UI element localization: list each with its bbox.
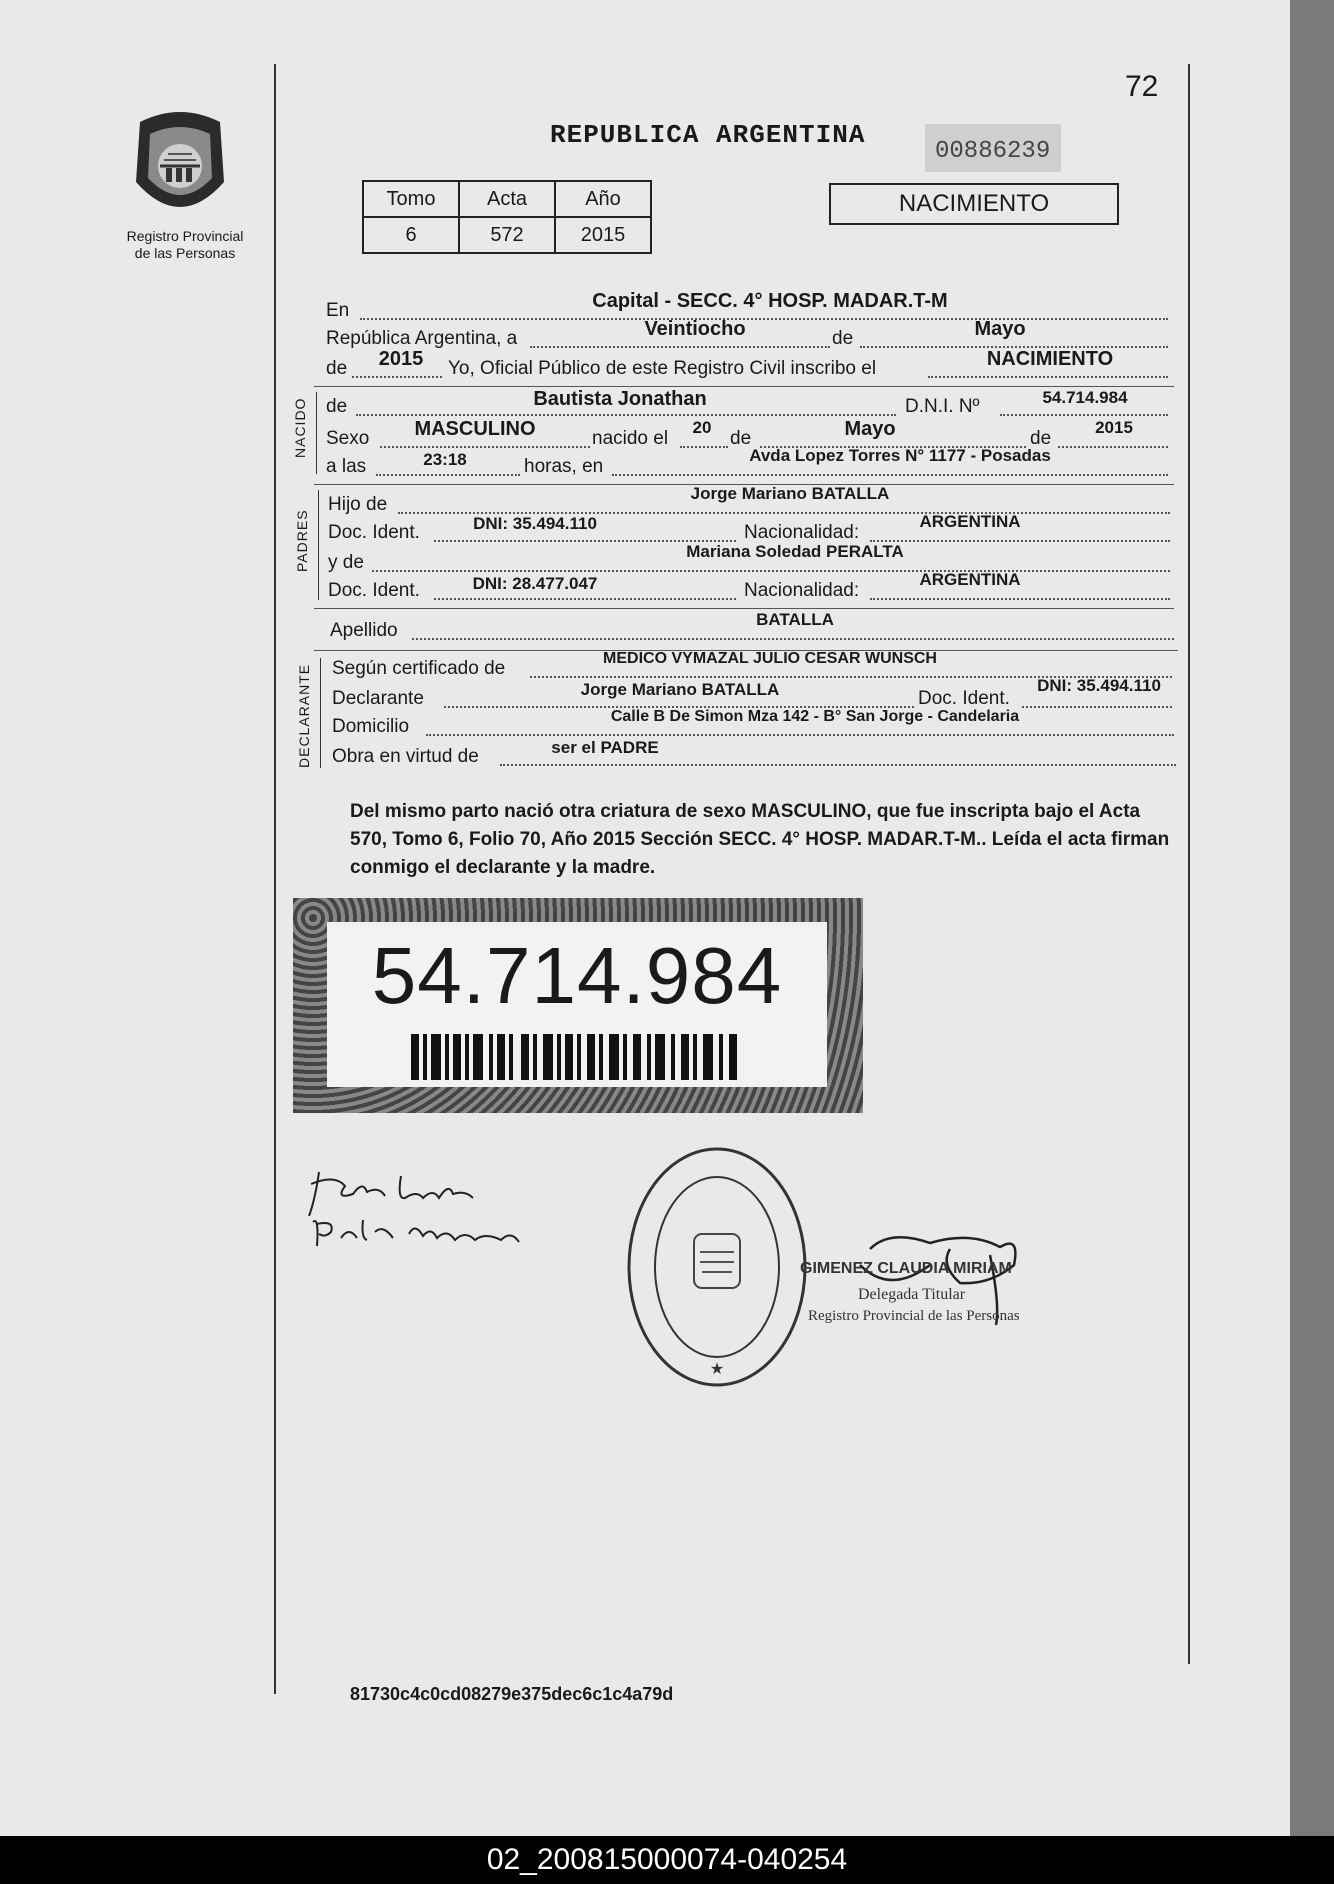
registry-table <box>362 180 652 254</box>
section-bracket <box>316 392 317 474</box>
side-label-nacido: NACIDO <box>292 397 308 458</box>
label-apellido: Apellido <box>330 620 398 641</box>
label-en: En <box>326 300 350 321</box>
official-name: GIMENEZ CLAUDIA MIRIAM <box>800 1260 1012 1277</box>
value-birth-year: 2015 <box>1095 418 1133 437</box>
dotted-line <box>434 598 736 600</box>
side-label-declarante: DECLARANTE <box>296 663 312 768</box>
declarant-and-mother-signatures <box>305 1160 585 1250</box>
value-declarant: Jorge Mariano BATALLA <box>580 680 780 699</box>
section-rule <box>314 608 1174 609</box>
label-de: de <box>326 396 348 417</box>
dotted-line <box>376 474 520 476</box>
value-father-nationality: ARGENTINA <box>919 512 1021 531</box>
dni-sticker-label <box>327 922 827 1087</box>
label-dni: D.N.I. Nº <box>905 396 980 417</box>
registry-table-header <box>363 181 651 217</box>
value-birth-place: Avda Lopez Torres N° 1177 - Posadas <box>749 446 1051 465</box>
right-margin-rule <box>1188 64 1190 1664</box>
dotted-line <box>372 570 1170 572</box>
dni-sticker <box>293 898 863 1113</box>
header-tomo: Tomo <box>363 181 459 217</box>
act-type-box: NACIMIENTO <box>829 183 1119 225</box>
document-title: REPUBLICA ARGENTINA <box>550 120 866 150</box>
label-y-de: y de <box>328 552 364 573</box>
label-certificado: Según certificado de <box>332 658 506 679</box>
misiones-emblem-icon <box>128 108 232 224</box>
value-child-dni: 54.714.984 <box>1042 388 1128 407</box>
value-birth-day: 20 <box>692 418 712 437</box>
official-seal-stamp <box>622 1142 812 1392</box>
label-sexo: Sexo <box>326 428 370 449</box>
value-day-words: Veintiocho <box>644 318 746 340</box>
dotted-line <box>928 376 1168 378</box>
label-a-las: a las <box>326 456 367 477</box>
header-anio: Año <box>555 181 651 217</box>
logo-caption <box>110 228 260 262</box>
label-nacido-el: nacido el <box>592 428 669 449</box>
left-margin-rule <box>274 64 276 1694</box>
value-month: Mayo <box>974 318 1026 340</box>
registry-table-row <box>363 217 651 253</box>
dotted-line <box>352 376 442 378</box>
logo-caption-line1: Registro Provincial <box>126 228 244 244</box>
value-mother-name: Mariana Soledad PERALTA <box>686 542 904 561</box>
value-acta: 572 <box>459 217 555 253</box>
serial-number: 00886239 <box>935 138 1051 165</box>
label-doc-ident: Doc. Ident. <box>918 688 1010 709</box>
dotted-line <box>500 764 1176 766</box>
value-place: Capital - SECC. 4° HOSP. MADAR.T-M <box>592 290 948 312</box>
footer-bar: 02_200815000074-040254 <box>0 1836 1334 1884</box>
dotted-line <box>870 598 1170 600</box>
value-sex: MASCULINO <box>414 418 536 440</box>
statement-text: Yo, Oficial Público de este Registro Civil inscribo el <box>448 358 877 379</box>
value-mother-doc: DNI: 28.477.047 <box>472 574 598 593</box>
label-nacionalidad: Nacionalidad: <box>744 522 860 543</box>
value-birth-time: 23:18 <box>423 450 467 469</box>
value-declarant-doc: DNI: 35.494.110 <box>1037 676 1161 695</box>
label-doc-ident: Doc. Ident. <box>328 522 420 543</box>
value-mother-nationality: ARGENTINA <box>919 570 1021 589</box>
sticker-dni-number: 54.714.984 <box>371 931 783 1020</box>
dotted-line <box>412 638 1174 640</box>
label-doc-ident: Doc. Ident. <box>328 580 420 601</box>
official-role: Delegada Titular <box>858 1286 966 1303</box>
label-de: de <box>1030 428 1052 449</box>
logo-caption-line2: de las Personas <box>134 245 236 261</box>
page-number: 72 <box>1125 70 1159 103</box>
value-surname: BATALLA <box>756 610 834 629</box>
label-republica: República Argentina, a <box>326 328 518 349</box>
value-father-name: Jorge Mariano BATALLA <box>690 484 890 503</box>
dotted-line <box>1000 414 1168 416</box>
value-tomo: 6 <box>363 217 459 253</box>
barcode-icon <box>411 1034 741 1080</box>
value-capacity: ser el PADRE <box>551 738 659 757</box>
label-declarante: Declarante <box>332 688 424 709</box>
note-paragraph: Del mismo parto nació otra criatura de sexo MASCULINO, que fue inscripta bajo el Acta 570, Tomo 6, Folio 70, Año 2015 Sección SECC. 4° HOSP. MADAR.T-M.. Leída el acta firman conmigo el declarante y la madre. <box>350 801 1170 878</box>
section-bracket <box>320 658 321 768</box>
side-label-padres: PADRES <box>294 509 310 572</box>
dotted-line <box>380 446 590 448</box>
value-birth-month: Mayo <box>844 418 896 440</box>
section-rule <box>314 386 1174 387</box>
dotted-line <box>426 734 1174 736</box>
document-hash: 81730c4c0cd08279e375dec6c1c4a79d <box>350 1684 674 1704</box>
value-anio: 2015 <box>555 217 651 253</box>
header-acta: Acta <box>459 181 555 217</box>
dotted-line <box>530 346 830 348</box>
official-office: Registro Provincial de las Personas <box>808 1308 1020 1324</box>
label-de: de <box>730 428 752 449</box>
dotted-line <box>356 414 896 416</box>
scan-edge <box>1290 0 1334 1836</box>
label-de: de <box>832 328 854 349</box>
svg-text:★: ★ <box>709 1361 725 1378</box>
label-obra: Obra en virtud de <box>332 746 479 767</box>
label-domicilio: Domicilio <box>332 716 410 737</box>
label-horas-en: horas, en <box>524 456 604 477</box>
label-de: de <box>326 358 348 379</box>
label-hijo-de: Hijo de <box>328 494 388 515</box>
value-year: 2015 <box>378 348 424 370</box>
label-nacionalidad: Nacionalidad: <box>744 580 860 601</box>
value-father-doc: DNI: 35.494.110 <box>473 514 597 533</box>
section-bracket <box>318 490 319 600</box>
value-certificate: MEDICO VYMAZAL JULIO CESAR WUNSCH <box>603 650 937 667</box>
value-act-kind: NACIMIENTO <box>986 348 1114 370</box>
dotted-line <box>612 474 1168 476</box>
value-child-name: Bautista Jonathan <box>533 388 707 410</box>
value-address: Calle B De Simon Mza 142 - B° San Jorge - Candelaria <box>610 708 1020 725</box>
